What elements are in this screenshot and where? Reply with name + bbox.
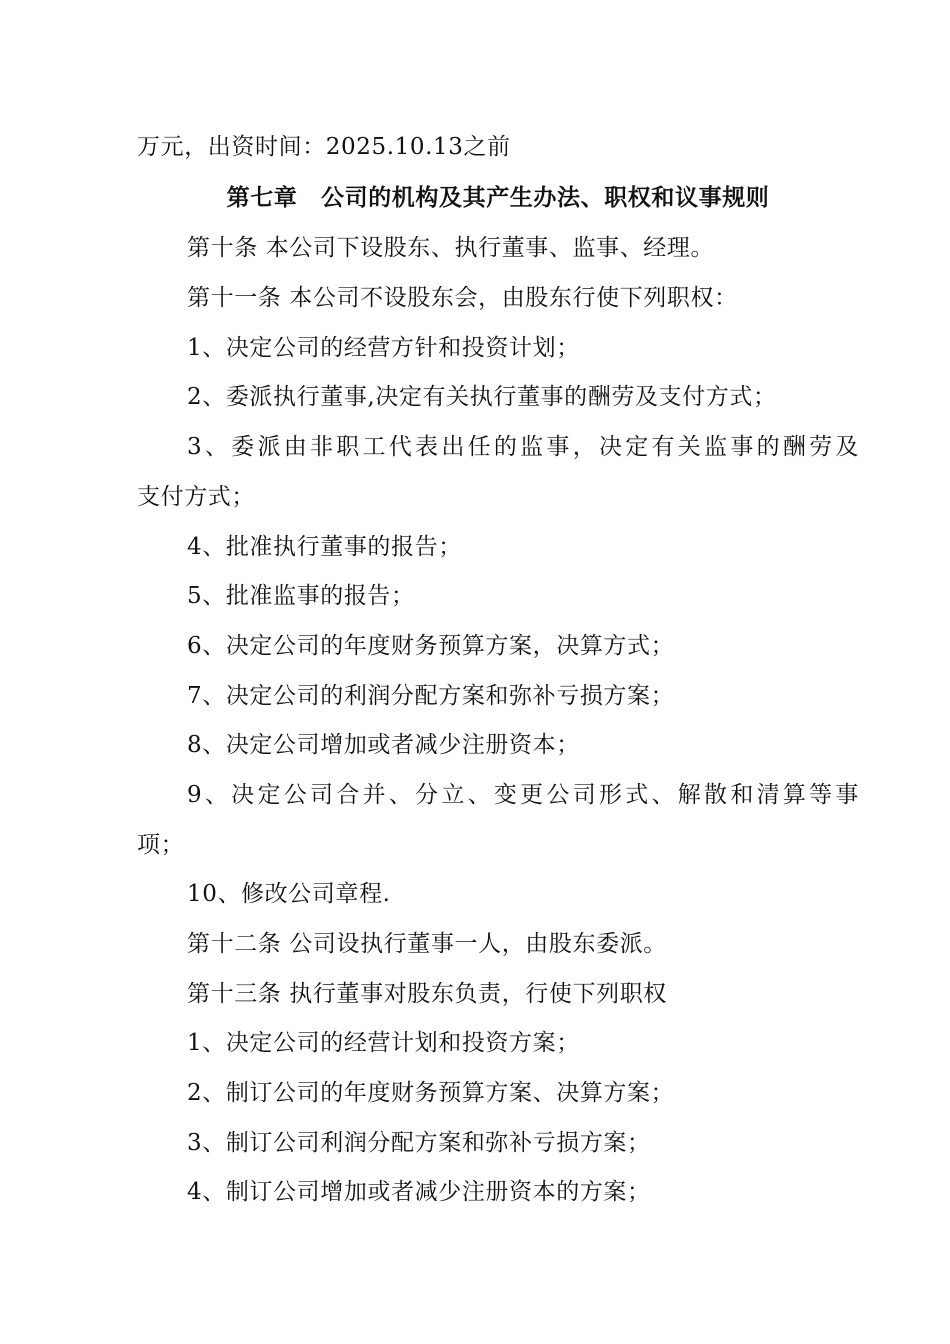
list-item: 5、批准监事的报告； xyxy=(187,583,415,609)
list-item-continuation: 支付方式； xyxy=(137,484,255,510)
list-item: 3、制订公司利润分配方案和弥补亏损方案； xyxy=(187,1130,651,1156)
list-item-continuation: 项； xyxy=(137,832,185,858)
list-item: 10、修改公司章程. xyxy=(187,881,391,907)
list-item: 8、决定公司增加或者减少注册资本； xyxy=(187,732,580,758)
chapter-heading: 第七章 公司的机构及其产生办法、职权和议事规则 xyxy=(226,184,770,211)
list-item: 9、决定公司合并、分立、变更公司形式、解散和清算等事 xyxy=(187,782,859,808)
article-10: 第十条 本公司下设股东、执行董事、监事、经理。 xyxy=(187,235,715,261)
list-item: 7、决定公司的利润分配方案和弥补亏损方案； xyxy=(187,683,675,709)
list-item: 3、委派由非职工代表出任的监事，决定有关监事的酬劳及 xyxy=(187,434,859,460)
list-item: 4、制订公司增加或者减少注册资本的方案； xyxy=(187,1179,651,1205)
list-item: 2、委派执行董事,决定有关执行董事的酬劳及支付方式； xyxy=(187,384,777,410)
article-11: 第十一条 本公司不设股东会，由股东行使下列职权： xyxy=(187,285,738,311)
list-item: 4、批准执行董事的报告； xyxy=(187,534,462,560)
list-item: 1、决定公司的经营方针和投资计划； xyxy=(187,335,580,361)
text-line-capital-time: 万元，出资时间：2025.10.13之前 xyxy=(137,134,511,160)
list-item: 1、决定公司的经营计划和投资方案； xyxy=(187,1030,580,1056)
list-item: 2、制订公司的年度财务预算方案、决算方案； xyxy=(187,1080,675,1106)
article-12: 第十二条 公司设执行董事一人，由股东委派。 xyxy=(187,931,667,957)
list-item: 6、决定公司的年度财务预算方案，决算方式； xyxy=(187,633,675,659)
article-13: 第十三条 执行董事对股东负责，行使下列职权 xyxy=(187,981,667,1007)
